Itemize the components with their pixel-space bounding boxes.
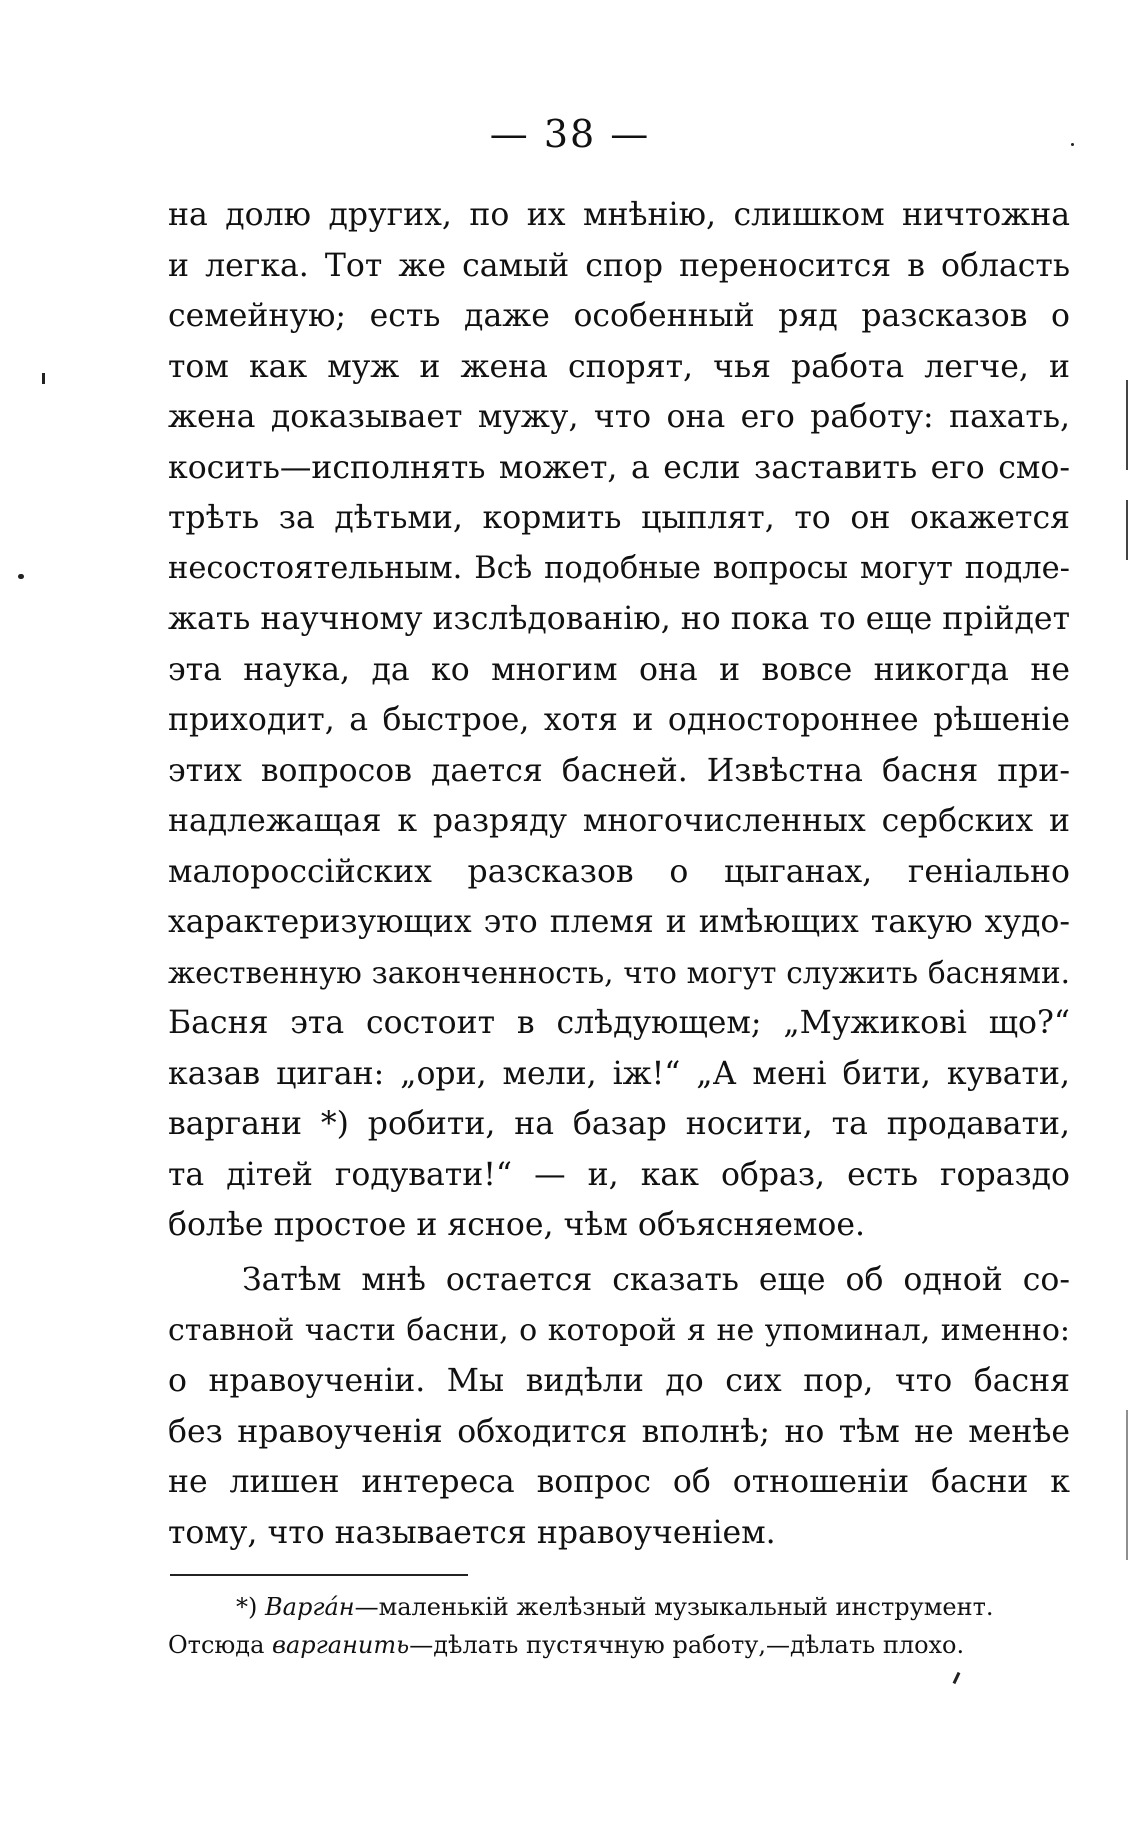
footnote-line-1 <box>168 1588 1070 1626</box>
page-number: — 38 — <box>489 112 651 156</box>
footnote-rule <box>170 1574 468 1576</box>
text-line: жать научному изслѣдованію, но пока то еще прійдет <box>168 601 1070 637</box>
text-line: о нравоученіи. Мы видѣли до сих пор, что басня <box>168 1363 1070 1399</box>
text-line: казав циган: „ори, мели, іж!“ „А мені бити, кувати, <box>168 1055 1070 1092</box>
text-line: малороссійских разсказов о цыганах, геніально <box>168 853 1070 890</box>
text-line: приходит, а быстрое, хотя и одностороннее рѣшеніе <box>168 702 1070 738</box>
text-line: на долю других, по их мнѣнію, слишком ничтожна <box>168 197 1070 233</box>
paragraph-2 <box>168 1255 1070 1558</box>
text-line: не лишен интереса вопрос об отношеніи басни к <box>168 1464 1070 1500</box>
text-line: без нравоученія обходится вполнѣ; но тѣм не менѣе <box>168 1413 1070 1450</box>
page-edge-shadow <box>1126 1410 1128 1560</box>
ink-speck <box>42 373 45 384</box>
page-edge-shadow <box>1126 500 1128 560</box>
text-line: жена доказывает мужу, что она его работу: пахать, <box>168 399 1070 435</box>
ink-speck <box>18 574 24 579</box>
text-line: трѣть за дѣтьми, кормить цыплят, то он окажется <box>168 500 1070 536</box>
page-edge-shadow <box>1126 380 1128 470</box>
text-line: косить—исполнять может, а если заставить его смо- <box>168 449 1070 486</box>
ink-speck <box>1071 143 1074 146</box>
footnote-line-2 <box>168 1626 1070 1664</box>
text-line: тому, что называется нравоученіем. <box>168 1514 776 1551</box>
footnote-text: Отсюда <box>168 1631 273 1659</box>
text-line: Басня эта состоит в слѣдующем; „Мужикові що?“ <box>168 1005 1070 1041</box>
footnote-term: Варгáн <box>265 1593 355 1621</box>
text-line: та дітей годувати!“ — и, как образ, есть гораздо <box>168 1156 1070 1193</box>
text-line: Затѣм мнѣ остается сказать еще об одной со- <box>242 1262 1070 1298</box>
text-line: болѣе простое и ясное, чѣм объясняемое. <box>168 1207 865 1243</box>
text-line: несостоятельным. Всѣ подобные вопросы могут подле- <box>168 550 1070 586</box>
text-line: ставной части басни, о которой я не упоминал, именно: <box>168 1312 1070 1348</box>
footnote-text: —маленькій желѣзный музыкальный инструмент. <box>354 1593 994 1621</box>
footnote <box>168 1588 1070 1664</box>
footnote-marker: *) <box>236 1593 258 1621</box>
paragraph-1 <box>168 190 1070 1251</box>
text-line: варгани *) робити, на базар носити, та продавати, <box>168 1106 1070 1142</box>
text-line: надлежащая к разряду многочисленных сербских и <box>168 803 1070 839</box>
footnote-term: варганить <box>272 1631 410 1659</box>
text-line: эта наука, да ко многим она и вовсе никогда не <box>168 651 1070 688</box>
text-line: семейную; есть даже особенный ряд разсказов о <box>168 298 1070 334</box>
ink-speck <box>953 1672 961 1684</box>
text-line: том как муж и жена спорят, чья работа легче, и <box>168 348 1070 385</box>
text-line: характеризующих это племя и имѣющих такую худо- <box>168 904 1070 940</box>
footnote-text: —дѣлать пустячную работу,—дѣлать плохо. <box>409 1631 965 1659</box>
text-line: жественную законченность, что могут служить баснями. <box>168 955 1070 990</box>
text-line: этих вопросов дается басней. Извѣстна басня при- <box>168 752 1070 789</box>
text-line: и легка. Тот же самый спор переносится в область <box>168 247 1070 284</box>
